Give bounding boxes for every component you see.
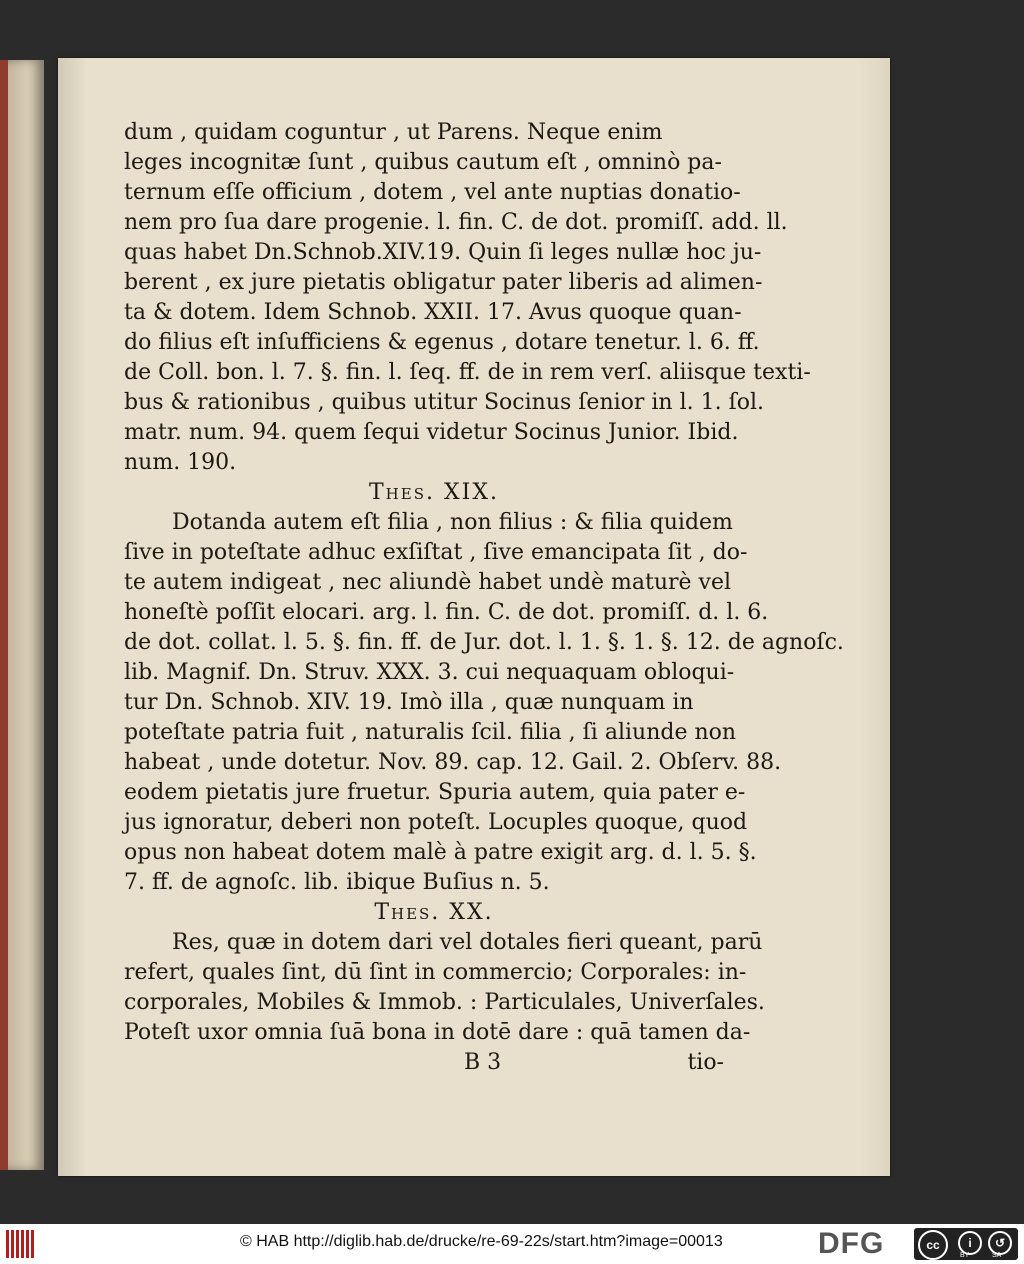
text-line: tur Dn. Schnob. XIV. 19. Imò illa , quæ nunquam in <box>124 690 694 715</box>
section-heading-xx: Thes. XX. <box>374 900 494 925</box>
text-line: Res, quæ in dotem dari vel dotales fieri queant, parū <box>172 930 763 955</box>
text-line: habeat , unde dotetur. Nov. 89. cap. 12. Gail. 2. Obſerv. 88. <box>124 750 782 775</box>
text-line: leges incognitæ ſunt , quibus cautum eſt , omninò pa- <box>124 150 722 175</box>
text-line: opus non habeat dotem malè à patre exigit arg. d. l. 5. §. <box>124 840 757 865</box>
dfg-logo: DFG <box>818 1227 885 1260</box>
text-line: de Coll. bon. l. 7. §. fin. l. ſeq. ff. de in rem verſ. aliisque texti- <box>124 360 811 385</box>
text-line: bus & rationibus , quibus utitur Socinus ſenior in l. 1. ſol. <box>124 390 765 415</box>
page-footer-line <box>124 1048 744 1078</box>
by-icon: i <box>958 1231 982 1255</box>
text-line: poteſtate patria fuit , naturalis ſcil. filia , ſi aliunde non <box>124 720 737 745</box>
text-line: matr. num. 94. quem ſequi videtur Socinus Junior. Ibid. <box>124 420 739 445</box>
text-line: quas habet Dn.Schnob.XIV.19. Quin ſi leges nullæ hoc ju- <box>124 240 762 265</box>
text-line: berent , ex jure pietatis obligatur pater liberis ad alimen- <box>124 270 763 295</box>
cc-license-badge[interactable] <box>914 1228 1018 1260</box>
text-line: honeſtè poſſit elocari. arg. l. fin. C. de dot. promiſſ. d. l. 6. <box>124 600 769 625</box>
hab-logo-icon <box>6 1230 36 1258</box>
text-line: ta & dotem. Idem Schnob. XXII. 17. Avus quoque quan- <box>124 300 742 325</box>
text-line: do filius eſt inſufficiens & egenus , dotare tenetur. l. 6. ff. <box>124 330 760 355</box>
text-line: refert, quales ſint, dū ſint in commercio; Corporales: in- <box>124 960 747 985</box>
source-link[interactable]: © HAB http://diglib.hab.de/drucke/re-69-22s/start.htm?image=00013 <box>240 1233 723 1250</box>
signature-mark: B 3 <box>464 1050 502 1075</box>
text-line: Poteſt uxor omnia ſuā bona in dotē dare : quā tamen da- <box>124 1020 751 1045</box>
text-line: te autem indigeat , nec aliundè habet undè maturè vel <box>124 570 731 595</box>
catchword: tio- <box>687 1050 724 1075</box>
text-line: num. 190. <box>124 450 237 475</box>
text-line: eodem pietatis jure fruetur. Spuria autem, quia pater e- <box>124 780 746 805</box>
cc-icon: cc <box>918 1230 948 1260</box>
text-line: jus ignoratur, deberi non poteſt. Locuples quoque, quod <box>124 810 748 835</box>
section-heading-xix: Thes. XIX. <box>369 480 499 505</box>
text-line: 7. ff. de agnoſc. lib. ibique Buſius n. 5. <box>124 870 550 895</box>
sa-label: SA <box>992 1252 1002 1259</box>
text-line: dum , quidam coguntur , ut Parens. Neque enim <box>124 120 663 145</box>
text-line: corporales, Mobiles & Immob. : Particulales, Univerſales. <box>124 990 765 1015</box>
text-line: ternum eſſe officium , dotem , vel ante nuptias donatio- <box>124 180 741 205</box>
page-text <box>124 118 844 1078</box>
viewer-footer-bar <box>0 1224 1024 1264</box>
book-cover-edge <box>0 60 8 1170</box>
by-label: BY <box>960 1252 970 1259</box>
text-line: Dotanda autem eſt filia , non filius : & filia quidem <box>172 510 733 535</box>
sa-icon: ↺ <box>988 1231 1012 1255</box>
book-page <box>58 58 890 1176</box>
text-line: de dot. collat. l. 5. §. fin. ff. de Jur. dot. l. 1. §. 1. §. 12. de agnoſc. <box>124 630 844 655</box>
text-line: ſive in poteſtate adhuc exſiſtat , ſive emancipata ſit , do- <box>124 540 748 565</box>
text-line: lib. Magnif. Dn. Struv. XXX. 3. cui nequaquam obloqui- <box>124 660 735 685</box>
text-line: nem pro ſua dare progenie. l. fin. C. de dot. promiſſ. add. ll. <box>124 210 788 235</box>
